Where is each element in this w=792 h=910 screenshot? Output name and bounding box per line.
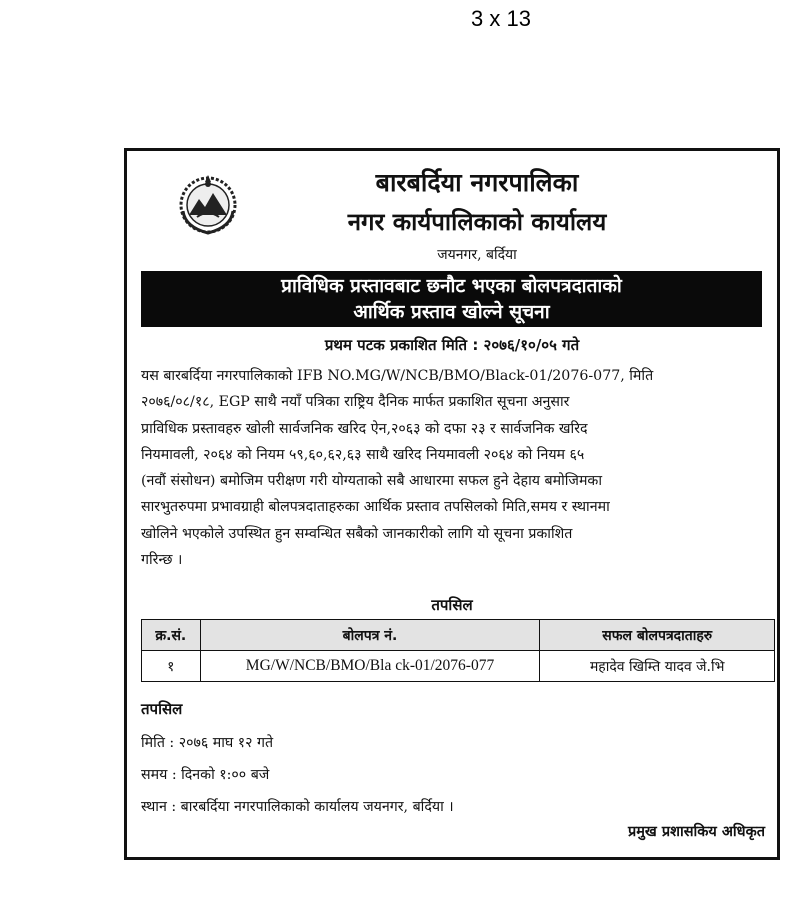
opening-place: स्थान : बारबर्दिया नगरपालिकाको कार्यालय जयनगर, बर्दिया । <box>141 799 454 815</box>
body-line: २०७६/०८/१८, EGP साथै नयाँ पत्रिका राष्ट्रिय दैनिक मार्फत प्रकाशित सूचना अनुसार <box>141 394 570 411</box>
opening-date: मिति : २०७६ माघ १२ गते <box>141 735 274 751</box>
body-line: गरिन्छ । <box>141 552 183 569</box>
table-header-row <box>142 620 775 651</box>
first-published-date: प्रथम पटक प्रकाशित मिति : २०७६/१०/०५ गते <box>324 336 580 354</box>
cell-serial: १ <box>142 651 201 682</box>
table-row <box>142 651 775 682</box>
cell-bidder-name: महादेव खिम्ति यादव जे.भि <box>540 651 775 682</box>
org-name: बारबर्दिया नगरपालिका <box>375 168 579 197</box>
office-name: नगर कार्यपालिकाको कार्यालय <box>347 208 607 236</box>
cell-bid-number: MG/W/NCB/BMO/Bla ck-01/2076-077 <box>200 651 540 682</box>
col-header-bid-number: बोलपत्र नं. <box>200 620 540 651</box>
schedule-title-2: तपसिल <box>141 700 183 718</box>
body-line: नियमावली, २०६४ को नियम ५९,६०,६२,६३ साथै खरिद नियमावली २०६४ को नियम ६५ <box>141 446 585 463</box>
public-notice <box>124 148 780 860</box>
opening-time: समय : दिनको १:०० बजे <box>141 767 270 783</box>
body-line: खोलिने भएकोले उपस्थित हुन सम्वन्धित सबैको जानकारीको लागि यो सूचना प्रकाशित <box>141 525 573 542</box>
notice-body <box>141 363 767 573</box>
notice-title-banner <box>141 271 762 327</box>
office-address: जयनगर, बर्दिया <box>437 247 517 263</box>
bidder-table <box>141 619 775 682</box>
body-line: प्राविधिक प्रस्तावहरु खोली सार्वजनिक खरिद ऐन,२०६३ को दफा २३ र सार्वजनिक खरिद <box>141 420 588 437</box>
banner-line-2: आर्थिक प्रस्ताव खोल्ने सूचना <box>353 301 550 323</box>
body-line: (नवौं संसोधन) बमोजिम परीक्षण गरी योग्यताको सबै आधारमा सफल हुने देहाय बमोजिमका <box>141 473 602 490</box>
col-header-serial: क्र.सं. <box>142 620 201 651</box>
banner-line-1: प्राविधिक प्रस्तावबाट छनौट भएका बोलपत्रदाताको <box>281 275 622 297</box>
signatory-title: प्रमुख प्रशासकिय अधिकृत <box>628 824 765 840</box>
body-line: सारभुतरुपमा प्रभावग्राही बोलपत्रदाताहरुका आर्थिक प्रस्ताव तपसिलको मिति,समय र स्थानमा <box>141 499 610 516</box>
col-header-successful-bidders: सफल बोलपत्रदाताहरु <box>540 620 775 651</box>
schedule-title: तपसिल <box>431 596 473 614</box>
page-size-label: 3 x 13 <box>471 6 531 31</box>
body-line: यस बारबर्दिया नगरपालिकाको IFB NO.MG/W/NCB/BMO/Black-01/2076-077, मिति <box>141 368 654 384</box>
